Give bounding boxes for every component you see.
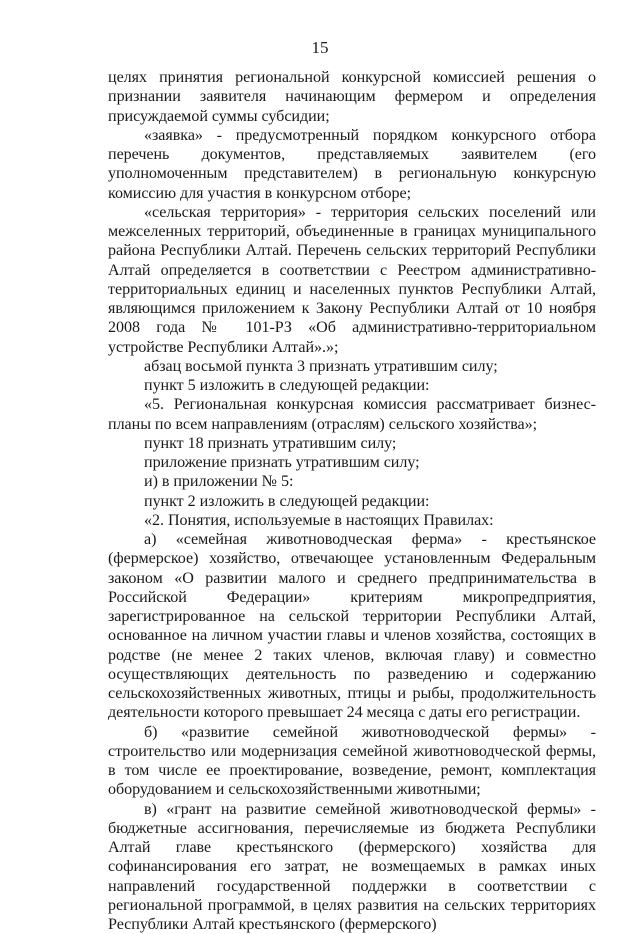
paragraph-appendix-repeal: приложение признать утратившим силу;	[108, 453, 596, 472]
paragraph-rural-territory-definition: «сельская территория» - территория сельских поселений или межселенных территорий, объединенные в границах муниципального района Республики Алтай. Перечень сельских территорий Республики Алтай определяется в соответствии с Реестром административно-территориальных единиц и населенных пунктов Республики Алтай, являющимся приложением к Закону Республики Алтай от 10 ноября 2008 года № 101-РЗ «Об административно-территориальном устройстве Республики Алтай».»;	[108, 203, 596, 357]
paragraph-definition-v: в) «грант на развитие семейной животноводческой фермы» - бюджетные ассигнования, перечисляемые из бюджета Республики Алтай главе крестьянского (фермерского) хозяйства для софинансирования его затрат, не возмещаемых в рамках иных направлений государственной поддержки в соответствии с региональной программой, в целях развития на сельских территориях Республики Алтай крестьянского (фермерского)	[108, 800, 596, 934]
document-body	[108, 68, 596, 934]
paragraph-definitions-intro: «2. Понятия, используемые в настоящих Правилах:	[108, 511, 596, 530]
page-number: 15	[0, 38, 640, 58]
paragraph-definition-a: а) «семейная животноводческая ферма» - крестьянское (фермерское) хозяйство, отвечающее установленным Федеральным законом «О развитии малого и среднего предпринимательства в Российской Федерации» критериям микропредприятия, зарегистрированное на сельской территории Республики Алтай, основанное на личном участии главы и членов хозяйства, состоящих в родстве (не менее 2 таких членов, включая главу) и совместно осуществляющих деятельность по разведению и содержанию сельскохозяйственных животных, птицы и рыбы, продолжительность деятельности которого превышает 24 месяца с даты его регистрации.	[108, 530, 596, 723]
paragraph-zayavka-definition: «заявка» - предусмотренный порядком конкурсного отбора перечень документов, представляемых заявителем (его уполномоченным представителем) в региональную конкурсную комиссию для участия в конкурсном отборе;	[108, 126, 596, 203]
paragraph-amendment-item-5: пункт 5 изложить в следующей редакции:	[108, 376, 596, 395]
paragraph-definition-b: б) «развитие семейной животноводческой фермы» - строительство или модернизация семейной животноводческой фермы, в том числе ее проектирование, возведение, ремонт, комплектация оборудованием и сельскохозяйственными животными;	[108, 723, 596, 800]
paragraph-amendment-item-3: абзац восьмой пункта 3 признать утратившим силу;	[108, 357, 596, 376]
paragraph-item-5-new-text: «5. Региональная конкурсная комиссия рассматривает бизнес-планы по всем направлениям (отраслям) сельского хозяйства»;	[108, 395, 596, 434]
paragraph-appendix-5-heading: и) в приложении № 5:	[108, 472, 596, 491]
paragraph-amendment-item-2: пункт 2 изложить в следующей редакции:	[108, 492, 596, 511]
paragraph-continuation: целях принятия региональной конкурсной комиссией решения о признании заявителя начинающим фермером и определения присуждаемой суммы субсидии;	[108, 68, 596, 126]
paragraph-amendment-item-18: пункт 18 признать утратившим силу;	[108, 434, 596, 453]
